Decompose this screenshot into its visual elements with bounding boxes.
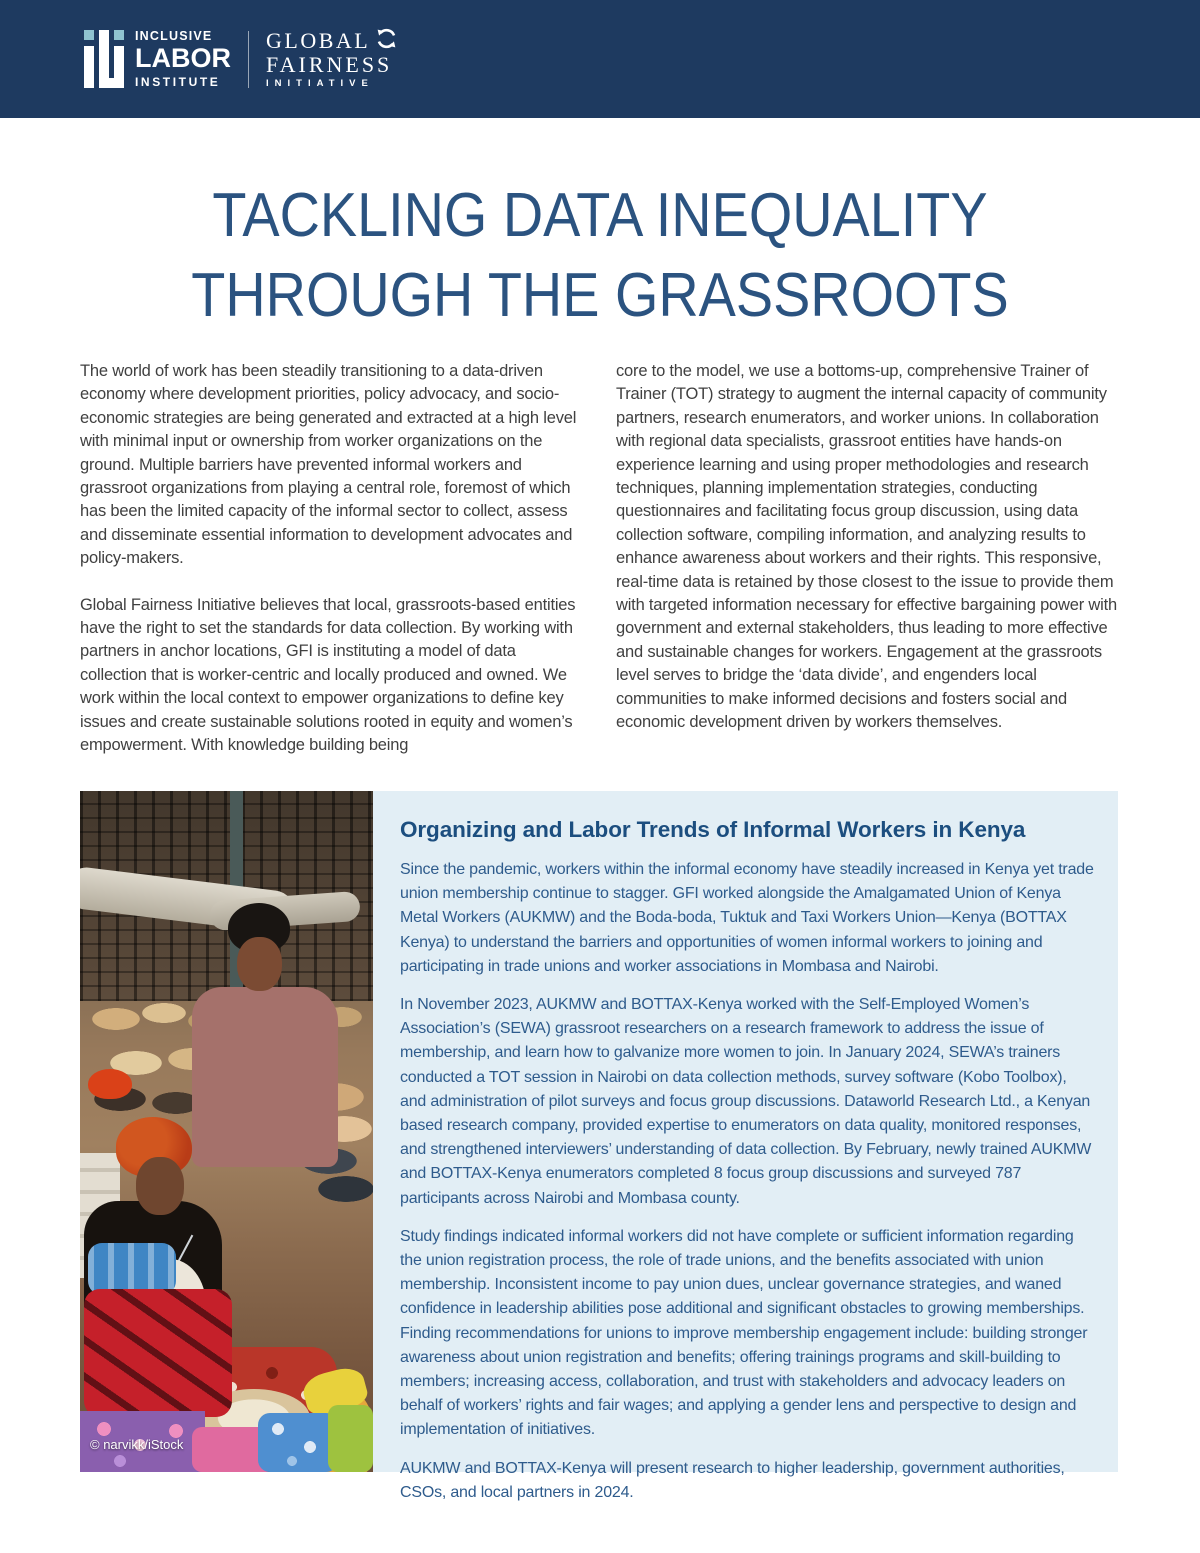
feature-box-heading: Organizing and Labor Trends of Informal Workers in Kenya: [400, 817, 1026, 842]
feature-box-content: [400, 817, 1094, 1519]
ili-logo-wordmark: [135, 30, 231, 88]
gfi-logo-line: INITIATIVE: [266, 77, 374, 89]
photo-flipflops-red: [84, 1289, 232, 1417]
gfi-logo-global-text: GLOBAL: [266, 28, 371, 53]
ili-logo-line: LABOR: [135, 43, 231, 74]
photo-vendor-right-body: [192, 987, 338, 1167]
feature-box-paragraph: In November 2023, AUKMW and BOTTAX-Kenya worked with the Self-Employed Women’s Association’s (SEWA) grassroot researchers on a research framework to address the issue of membership, and learn how to galvanize more women to join. In January 2024, SEWA’s trainers conducted a TOT session in Nairobi on data collection methods, survey software (Kobo Toolbox), and administration of pilot surveys and focus group discussions. Dataworld Research Ltd., a Kenyan based research company, provided expertise to enumerators on data quality, monitored responses, and strengthened interviewers’ understanding of data collection. By February, newly trained AUKMW and BOTTAX-Kenya enumerators completed 8 focus group discussions and surveyed 787 participants across Nairobi and Mombasa county.: [400, 996, 1092, 1207]
intro-paragraph: core to the model, we use a bottoms-up, comprehensive Trainer of Trainer (TOT) strategy to augment the internal capacity of community partners, research enumerators, and worker unions. In collaboration with regional data specialists, grassroot entities have hands-on experience learning and using proper methodologies and research techniques, planning implementation strategies, conducting questionnaires and facilitating focus group discussion, using data collection software, compiling information, and analyzing results to enhance awareness about workers and their rights. This responsive, real-time data is retained by those closest to the issue to provide them with targeted information necessary for effective bargaining power with government and external stakeholders, thus leading to more effective and sustainable changes for workers. Engagement at the grassroots level serves to bridge the ‘data divide’, and engenders local communities to make informed decisions and fosters social and economic development driven by workers themselves.: [616, 362, 1117, 732]
intro-section: [80, 360, 1122, 781]
photo-flipflops-blue: [88, 1243, 176, 1295]
intro-paragraph: The world of work has been steadily transitioning to a data-driven economy where development priorities, policy advocacy, and socio-economic strategies are being generated and extracted at a high level with minimal input or ownership from worker organizations on the ground. Multiple barriers have prevented informal workers and grassroot organizations from playing a central role, foremost of which has been the limited capacity of the informal sector to collect, assess and disseminate essential information to development advocates and policy-makers.: [80, 362, 577, 568]
ili-logo-square: [114, 30, 124, 40]
gfi-logo-line: [266, 30, 398, 52]
gfi-logo-line: FAIRNESS: [266, 52, 393, 78]
photo-vendor-right-face: [237, 937, 282, 991]
intro-paragraph: Global Fairness Initiative believes that local, grassroots-based entities have the right to set the standards for data collection. By working with partners in anchor locations, GFI is instituting a model of data collection that is worker-centric and locally produced and owned. We work within the local context to empower organizations to define key issues and create sustainable solutions rooted in equity and women’s empowerment. With knowledge building being: [80, 595, 576, 755]
ili-logo-bar: [99, 78, 124, 88]
intro-column-right: [616, 360, 1122, 781]
ili-logo-line: INCLUSIVE: [135, 29, 213, 43]
ili-logo-icon: [84, 30, 124, 88]
feature-box-paragraph: Since the pandemic, workers within the informal economy have steadily increased in Kenya yet trade union membership continue to stagger. GFI worked alongside the Amalgamated Union of Kenya Metal Workers (AUKMW) and the Boda-boda, Tuktuk and Taxi Workers Union—Kenya (BOTTAX Kenya) to understand the barriers and opportunities of women informal workers to joining and participating in trade unions and worker associations in Mombasa and Nairobi.: [400, 861, 1094, 975]
photo-vendor-left-face: [136, 1157, 184, 1215]
ili-logo-line: INSTITUTE: [135, 74, 221, 89]
logo-lockup: [84, 30, 398, 88]
page-title: [60, 176, 1140, 336]
page-title-line-1: TACKLING DATA INEQUALITY: [212, 181, 988, 250]
header-bar: [0, 0, 1200, 118]
page-title-line-2: THROUGH THE GRASSROOTS: [191, 261, 1009, 330]
gfi-logo-wordmark: [266, 30, 398, 88]
kenya-market-photo: [80, 791, 373, 1472]
photo-credit: © narvikk/iStock: [90, 1437, 184, 1452]
photo-flipflops-green: [328, 1405, 373, 1472]
photo-red-bowl: [88, 1069, 132, 1099]
kenya-feature-box: [80, 791, 1118, 1501]
feature-box-paragraph: AUKMW and BOTTAX-Kenya will present research to higher leadership, government authorities, CSOs, and local partners in 2024.: [400, 1459, 1065, 1501]
ili-logo-square: [84, 30, 94, 40]
intro-column-left: [80, 360, 586, 781]
logo-divider: [248, 31, 249, 88]
circular-arrows-icon: [375, 27, 398, 50]
ili-logo-bar: [84, 46, 94, 88]
feature-box-paragraph: Study findings indicated informal workers did not have complete or sufficient information regarding the union registration process, the role of trade unions, and the benefits associated with union membership. Inconsistent income to pay union dues, unclear governance strategies, and waned confidence in leadership abilities pose additional and significant obstacles to growing memberships. Finding recommendations for unions to improve membership engagement include: building stronger awareness about union registration and benefits; offering trainings programs and skill-building to members; increasing access, collaboration, and trust with stakeholders and advocacy leaders on behalf of workers’ rights and fair wages; and applying a gender lens and perspective to design and implementation of initiatives.: [400, 1227, 1088, 1439]
photo-flipflops-blue-floral: [258, 1413, 338, 1472]
